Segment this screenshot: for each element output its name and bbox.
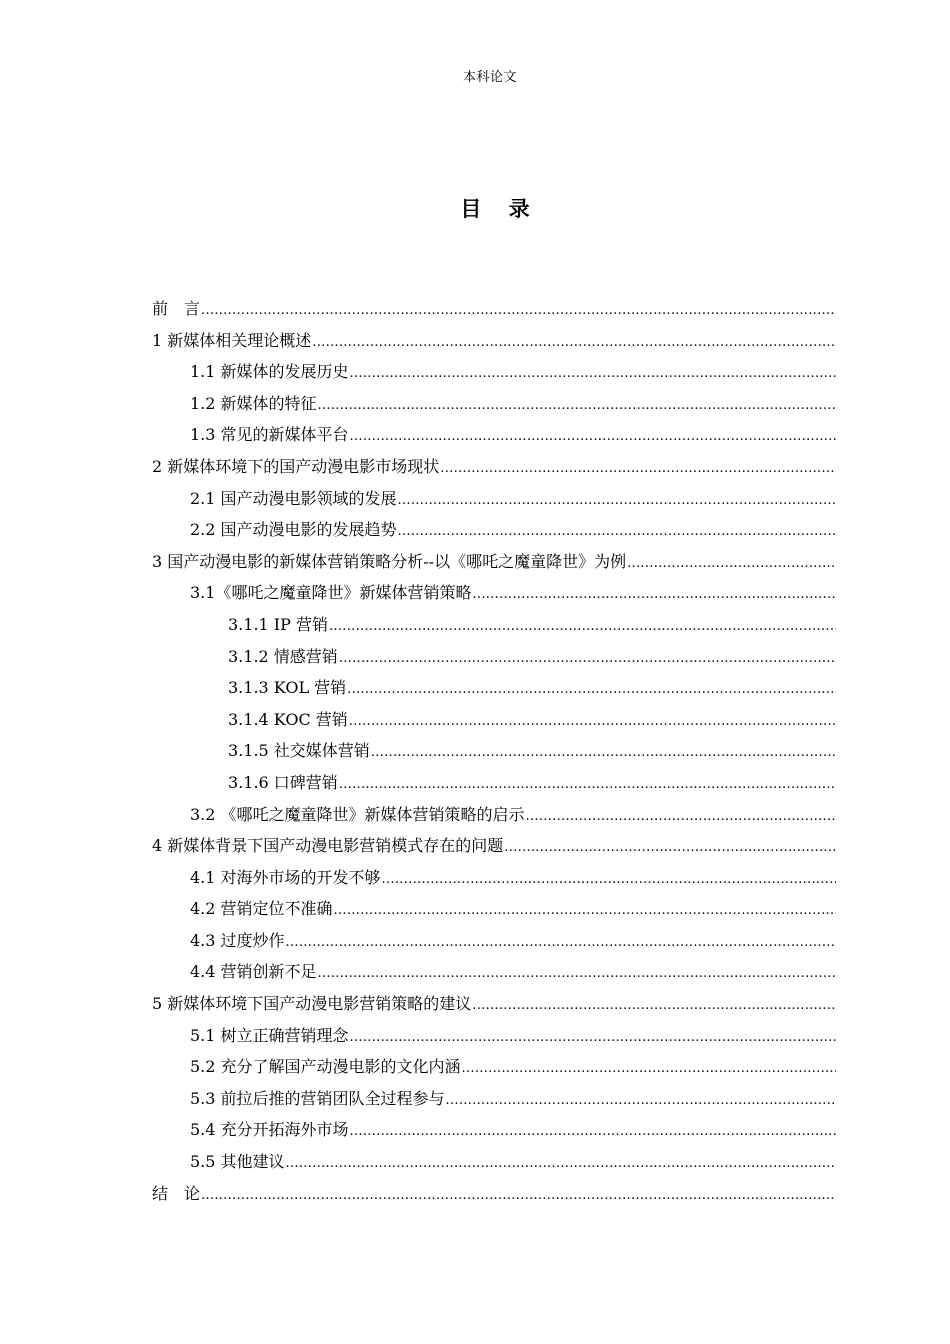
toc-dot-leader: [398, 485, 836, 517]
toc-dot-leader: [339, 643, 836, 675]
toc-entry[interactable]: [152, 767, 836, 799]
toc-entry-label: 3 国产动漫电影的新媒体营销策略分析--以《哪吒之魔童降世》为例: [152, 551, 627, 571]
toc-entry-label: 4.1 对海外市场的开发不够: [190, 867, 381, 887]
toc-dot-leader: [318, 958, 836, 990]
toc-dot-leader: [318, 390, 836, 422]
toc-entry-label: 5.5 其他建议: [190, 1152, 285, 1172]
toc-entry-label: 4.2 营销定位不准确: [190, 899, 333, 919]
toc-dot-leader: [349, 706, 836, 738]
toc-entry-label: 3.1.1 IP 营销: [228, 614, 328, 634]
toc-dot-leader: [627, 548, 836, 580]
toc-entry[interactable]: [152, 1146, 836, 1178]
toc-dot-leader: [462, 1053, 836, 1085]
toc-entry-label: 4.4 营销创新不足: [190, 962, 317, 982]
table-of-contents: [152, 293, 836, 1209]
toc-entry[interactable]: [152, 704, 836, 736]
toc-entry[interactable]: [152, 514, 836, 546]
toc-entry-label: 5.3 前拉后推的营销团队全过程参与: [190, 1088, 445, 1108]
toc-entry-label: 2.1 国产动漫电影领域的发展: [190, 488, 397, 508]
toc-dot-leader: [446, 1085, 836, 1117]
toc-entry[interactable]: [152, 1178, 836, 1210]
toc-entry[interactable]: [152, 1051, 836, 1083]
toc-entry-label: 3.2 《哪吒之魔童降世》新媒体营销策略的启示: [190, 804, 525, 824]
toc-entry-label: 前 言: [152, 299, 201, 318]
toc-entry[interactable]: [152, 956, 836, 988]
toc-entry[interactable]: [152, 672, 836, 704]
toc-entry-label: 5.2 充分了解国产动漫电影的文化内涵: [190, 1057, 461, 1077]
toc-entry-label: 3.1.3 KOL 营销: [228, 678, 347, 698]
toc-dot-leader: [440, 453, 836, 485]
toc-entry[interactable]: [152, 830, 836, 862]
toc-dot-leader: [472, 579, 836, 611]
toc-dot-leader: [201, 1180, 836, 1212]
toc-entry[interactable]: [152, 483, 836, 515]
toc-dot-leader: [350, 358, 836, 390]
toc-dot-leader: [350, 1116, 836, 1148]
toc-dot-leader: [350, 421, 836, 453]
toc-entry[interactable]: [152, 735, 836, 767]
toc-dot-leader: [329, 611, 836, 643]
toc-dot-leader: [504, 832, 836, 864]
page-title: 目 录: [460, 196, 540, 221]
toc-entry[interactable]: [152, 388, 836, 420]
toc-dot-leader: [382, 864, 836, 896]
toc-dot-leader: [312, 327, 836, 359]
toc-entry[interactable]: [152, 1083, 836, 1115]
toc-entry[interactable]: [152, 577, 836, 609]
toc-dot-leader: [339, 769, 836, 801]
toc-entry-label: 3.1.6 口碑营销: [228, 772, 338, 792]
toc-entry-label: 1.2 新媒体的特征: [190, 393, 317, 413]
toc-entry-label: 3.1.2 情感营销: [228, 646, 338, 666]
toc-entry-label: 2 新媒体环境下的国产动漫电影市场现状: [152, 456, 440, 476]
toc-entry[interactable]: [152, 799, 836, 831]
toc-entry-label: 2.2 国产动漫电影的发展趋势: [190, 520, 397, 540]
toc-entry[interactable]: [152, 1114, 836, 1146]
toc-dot-leader: [398, 516, 836, 548]
toc-dot-leader: [334, 895, 836, 927]
toc-entry-label: 1 新媒体相关理论概述: [152, 330, 312, 350]
toc-entry[interactable]: [152, 356, 836, 388]
toc-entry[interactable]: [152, 988, 836, 1020]
toc-entry[interactable]: [152, 609, 836, 641]
toc-entry[interactable]: [152, 546, 836, 578]
running-header: 本科论文: [462, 70, 517, 85]
toc-entry-label: 1.3 常见的新媒体平台: [190, 425, 349, 445]
toc-entry[interactable]: [152, 925, 836, 957]
toc-entry-label: 1.1 新媒体的发展历史: [190, 362, 349, 382]
toc-dot-leader: [286, 927, 836, 959]
toc-entry-label: 5.4 充分开拓海外市场: [190, 1120, 349, 1140]
toc-entry-label: 5.1 树立正确营销理念: [190, 1025, 349, 1045]
toc-dot-leader: [347, 674, 836, 706]
toc-entry-label: 3.1.4 KOC 营销: [228, 709, 348, 729]
toc-entry-label: 结 论: [152, 1183, 201, 1203]
toc-entry-label: 5 新媒体环境下国产动漫电影营销策略的建议: [152, 994, 472, 1014]
toc-dot-leader: [526, 801, 836, 833]
toc-entry[interactable]: [152, 1020, 836, 1052]
toc-entry[interactable]: [152, 893, 836, 925]
toc-entry[interactable]: [152, 451, 836, 483]
toc-dot-leader: [286, 1148, 836, 1180]
toc-dot-leader: [472, 990, 836, 1022]
toc-entry-label: 4.3 过度炒作: [190, 930, 285, 950]
toc-dot-leader: [350, 1022, 836, 1054]
toc-entry[interactable]: [152, 293, 836, 325]
toc-entry-label: 3.1.5 社交媒体营销: [228, 741, 370, 761]
toc-dot-leader: [371, 737, 836, 769]
toc-entry[interactable]: [152, 419, 836, 451]
toc-entry[interactable]: [152, 641, 836, 673]
toc-entry[interactable]: [152, 325, 836, 357]
toc-entry-label: 3.1《哪吒之魔童降世》新媒体营销策略: [190, 583, 472, 603]
toc-entry-label: 4 新媒体背景下国产动漫电影营销模式存在的问题: [152, 836, 504, 856]
toc-entry[interactable]: [152, 862, 836, 894]
toc-dot-leader: [201, 295, 836, 327]
